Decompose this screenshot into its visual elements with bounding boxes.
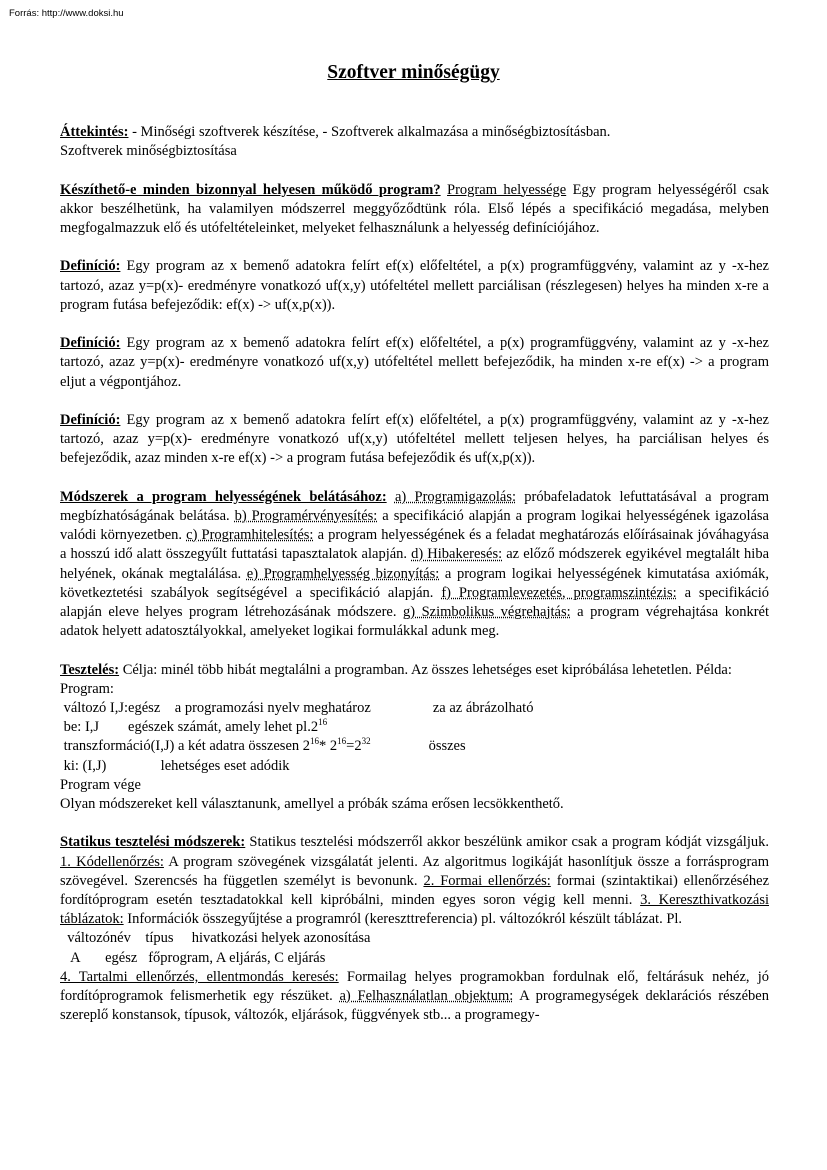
- definition-partial: Definíció: Egy program az x bemenő adatokra felírt ef(x) előfeltétel, a p(x) programfüggvény, valamint az y -x-hez tartozó, azaz y=p(x)- eredményre vonatkozó uf(x,y) utófeltétel mellett parciálisan (részlegesen) helyes ha minden x-re a program futása befejeződik: ef(x) -> uf(x,p(x)).: [60, 258, 769, 313]
- content-check-paragraph: 4. Tartalmi ellenőrzés, ellentmondás keresés: Formailag helyes programokban fordulnak elő, feltárásuk nehéz, jó fordítóprogramok felismerhetik egy részüket. a) Felhasználatlan objektum: A programegységek deklarációs részében szereplő konstansok, típusok, változók, eljárások, függvények stb... a programegy-: [60, 968, 770, 1024]
- definition-heading: Definíció:: [60, 411, 121, 428]
- static-testing-heading: Statikus tesztelési módszerek:: [60, 834, 246, 851]
- example-program: Program: változó I,J:egész a programozási nyelv meghatároz za az ábrázolható be: I,J egészek számát, amely lehet $pl.2^{16}$ transzformáció(I,J) a két adatra összesen $2^{16}*$ $2^{16}=2^{32}$ összes ki: (I,J) lehetséges eset adódik Program vége Olyan módszereket kell választanunk, amellyel a próbák száma erősen lecsökkenthető.: [60, 680, 564, 813]
- definition-heading: Definíció:: [60, 335, 121, 352]
- methods-heading: Módszerek a program helyességének belátásához:: [60, 488, 387, 505]
- static-testing-paragraph: Statikus tesztelési módszerek: Statikus tesztelési módszerről akkor beszélünk amikor csak a program kódját vizsgáljuk. 1. Kódellenőrzés: A program szövegének vizsgálatát jelenti. Az algoritmus logikáját hasonlítjuk össze a forrásprogram szövegével. Szerencsés ha független személyt is bevonunk. 2. Formai ellenőrzés: formai (szintaktikai) ellenőrzéséhez fordítóprogram esetén tesztadatokkal kell kipróbálni, minden egyes soron végig kell menni. 3. Kereszthivatkozási táblázatok: Információk összegyűjtése a programról (kereszttreferencia) pl. változókról készült táblázat. Pl.: [60, 834, 770, 928]
- definition-total: Definíció: Egy program az x bemenő adatokra felírt ef(x) előfeltétel, a p(x) programfüggvény, valamint az y -x-hez tartozó, azaz y=p(x)- eredményre vonatkozó uf(x,y) utófeltétel mellett teljesen helyes, ha parciálisan helyes és befejeződik, azaz minden x-re ef(x) -> a program futása befejeződik és uf(x,p(x)).: [60, 411, 769, 467]
- page-title: Szoftver minőségügy: [327, 62, 500, 83]
- source-note: Forrás: http://www.doksi.hu: [9, 8, 124, 19]
- overview-paragraph: Áttekintés: - Minőségi szoftverek készítése, - Szoftverek alkalmazása a minőségbiztosításban. Szoftverek minőségbiztosítása: [60, 124, 611, 160]
- definition-termination: Definíció: Egy program az x bemenő adatokra felírt ef(x) előfeltétel, a p(x) programfüggvény, valamint az y -x-hez tartozó, azaz y=p(x)- eredményre vonatkozó uf(x,y) utófeltétel mellett befejeződik, ha minden x-re ef(x) -> a program eljut a végpontjához.: [60, 335, 769, 390]
- crossref-table-header: változónév típus hivatkozási helyek azonosítása: [60, 930, 371, 947]
- crossref-table-row: A egész főprogram, A eljárás, C eljárás: [60, 949, 326, 966]
- overview-heading: Áttekintés:: [60, 124, 129, 140]
- correctness-heading: Készíthető-e minden bizonnyal helyesen működő program?: [60, 181, 441, 198]
- correctness-paragraph: Készíthető-e minden bizonnyal helyesen működő program? Program helyessége Egy program helyességéről csak akkor beszélhetünk, ha valamilyen módszerrel meggyőződtünk róla. Első lépés a specifikáció megadása, melyben megfogalmazzuk elő és utófeltételeinket, melyeket felhasználunk a helyesség definíciójához.: [60, 181, 769, 236]
- document-body: [60, 123, 769, 1025]
- testing-heading: Tesztelés:: [60, 661, 120, 678]
- testing-paragraph: Tesztelés: Célja: minél több hibát megtalálni a programban. Az összes lehetséges eset kipróbálása lehetetlen. Példa:: [60, 661, 732, 678]
- definition-heading: Definíció:: [60, 258, 121, 275]
- methods-paragraph: Módszerek a program helyességének belátásához: a) Programigazolás: próbafeladatok lefuttatásával a program megbízhatóságának belátása. b) Programérvényesítés: a specifikáció alapján a program logikai helyességének igazolása valódi környezetben. c) Programhitelesítés: a program helyességének és a feladat meghatározás előírásainak jóváhagyása a hosszú idő alatt összegyűlt futtatási tapasztalatok alapján. d) Hibakeresés: az előző módszerek egyikével megtalált hiba helyének, okának megtalálása. e) Programhelyesség bizonyítás: a program logikai helyességének kimutatása axiómák, következtetési szabályok segítségével a specifikáció alapján. f) Programlevezetés, programszintézis: a specifikáció alapján eleve helyes program létrehozásának módszere. g) Szimbolikus végrehajtás: a program végrehajtása konkrét adatok helyett adatosztályokkal, amelyeket logikai formulákkal adunk meg.: [60, 488, 769, 640]
